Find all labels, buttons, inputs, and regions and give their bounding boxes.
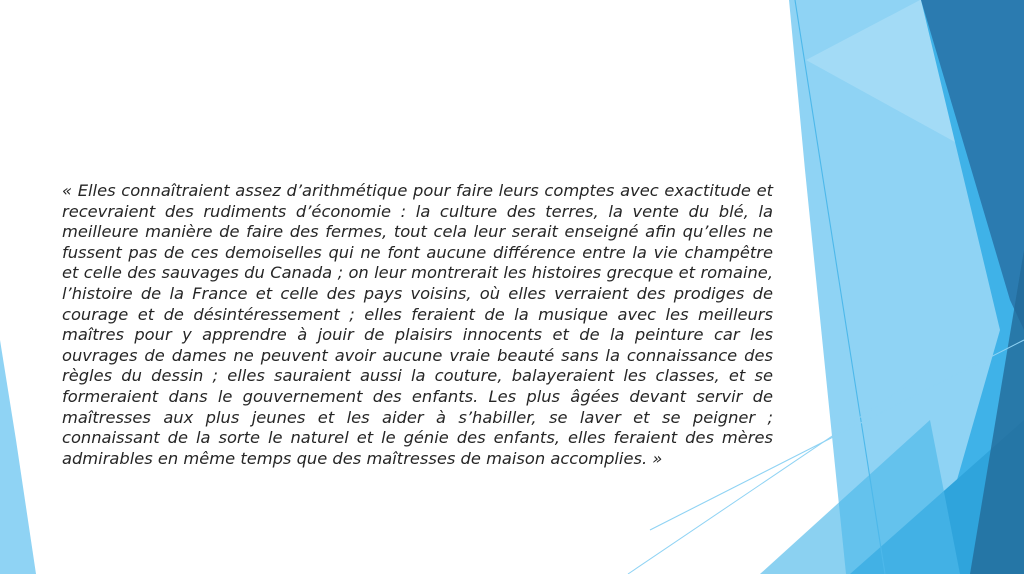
left-edge-stripe xyxy=(0,340,36,574)
quote-paragraph: « Elles connaîtraient assez d’arithmétique pour faire leurs comptes avec exactitude et recevraient des rudiments d’économie : la culture des terres, la vente du blé, la meilleure manière de faire des fermes, tout cela leur serait enseigné afin qu’elles ne fussent pas de ces demoiselles qui ne font aucune différence entre la vie champêtre et celle des sauvages du Canada ; on leur montrerait les histoires grecque et romaine, l’histoire de la France et celle des pays voisins, où elles verraient des prodiges de courage et de désintéressement ; elles feraient de la musique avec les meilleurs maîtres pour y apprendre à jouir de plaisirs innocents et de la peinture car les ouvrages de dames ne peuvent avoir aucune vraie beauté sans la connaissance des règles du dessin ; elles sauraient aussi la couture, balayeraient les classes, et se formeraient dans le gouvernement des enfants. Les plus âgées devant servir de maîtresses aux plus jeunes et les aider à s’habiller, se laver et se peigner ; connaissant de la sorte le naturel et le génie des enfants, elles feraient des mères admirables en même temps que des maîtresses de maison accomplies. » xyxy=(62,181,773,468)
